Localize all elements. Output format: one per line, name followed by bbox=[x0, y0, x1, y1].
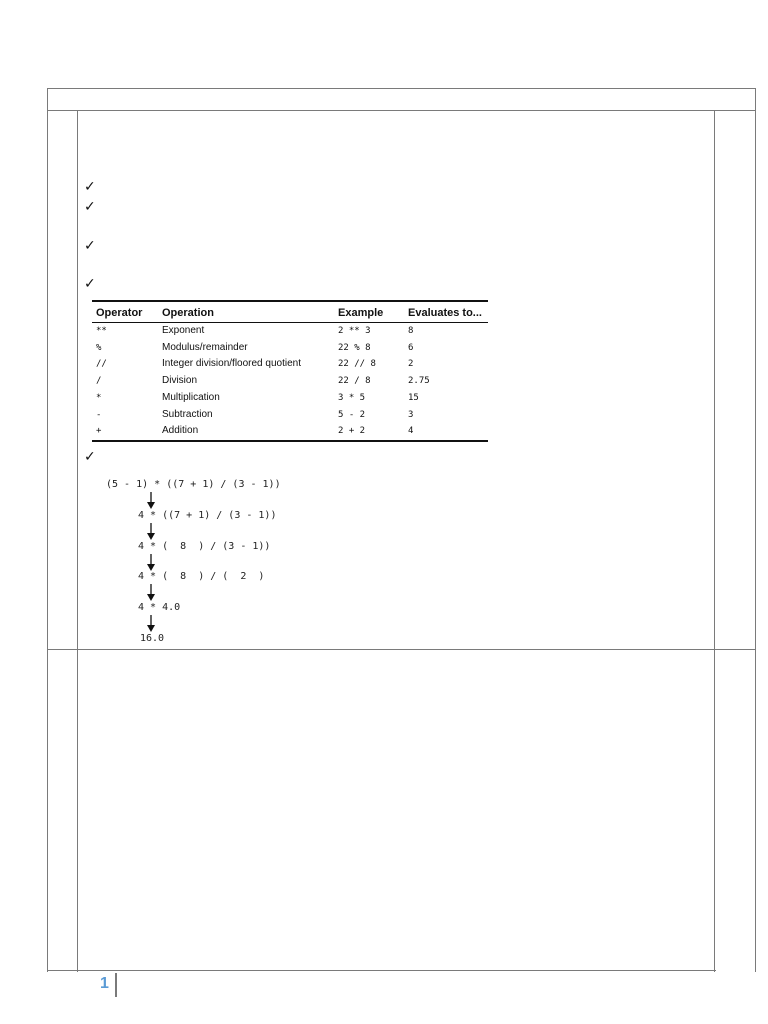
table-row bbox=[92, 373, 488, 390]
example-cell: 2 + 2 bbox=[334, 423, 404, 441]
header-example: Example bbox=[334, 301, 404, 323]
result-cell: 6 bbox=[408, 342, 414, 353]
operator-cell: + bbox=[92, 423, 158, 441]
operation-cell: Modulus/remainder bbox=[162, 341, 248, 353]
table-row bbox=[92, 407, 488, 424]
checkmark-icon: ✓ bbox=[84, 238, 96, 254]
operator-cell: - bbox=[96, 409, 102, 420]
evaluation-step: 4 * ((7 + 1) / (3 - 1)) bbox=[138, 510, 277, 521]
frame-inner-left-border bbox=[77, 110, 78, 972]
result-cell: 3 bbox=[408, 409, 414, 420]
evaluation-step: 4 * ( 8 ) / (3 - 1)) bbox=[138, 541, 271, 552]
frame-inner-right-border bbox=[714, 110, 715, 972]
frame-row-divider bbox=[47, 649, 756, 650]
page-number-divider bbox=[115, 973, 117, 997]
example-cell: 22 / 8 bbox=[338, 376, 371, 387]
down-arrow-icon bbox=[146, 584, 156, 602]
operation-cell: Multiplication bbox=[162, 391, 220, 403]
table-row bbox=[92, 423, 488, 441]
example-cell: 5 - 2 bbox=[338, 409, 366, 420]
operation-cell: Division bbox=[162, 375, 198, 387]
operation-cell: Exponent bbox=[162, 325, 205, 336]
evaluation-step: 4 * 4.0 bbox=[138, 602, 181, 613]
result-cell: 2.75 bbox=[408, 376, 430, 387]
operator-cell: % bbox=[96, 342, 102, 353]
evaluation-step: (5 - 1) * ((7 + 1) / (3 - 1)) bbox=[106, 479, 281, 490]
down-arrow-icon bbox=[146, 554, 156, 572]
operator-cell: / bbox=[96, 376, 102, 387]
result-cell: 8 bbox=[408, 326, 414, 336]
checkmark-icon: ✓ bbox=[84, 179, 96, 195]
example-cell: 22 % 8 bbox=[338, 342, 371, 353]
checkmark-icon: ✓ bbox=[84, 199, 96, 215]
operation-cell: Integer division/floored quotient bbox=[162, 358, 301, 370]
result-cell: 15 bbox=[408, 392, 419, 403]
result-cell: 4 bbox=[404, 423, 488, 441]
table-row bbox=[92, 356, 488, 373]
frame-left-border bbox=[47, 88, 48, 972]
operator-table bbox=[92, 300, 488, 442]
operator-cell: // bbox=[96, 359, 107, 370]
operation-cell: Addition bbox=[158, 423, 334, 441]
evaluation-result: 16.0 bbox=[140, 633, 165, 644]
table-row bbox=[92, 340, 488, 357]
header-evaluates-to: Evaluates to... bbox=[404, 301, 488, 323]
frame-right-border bbox=[755, 88, 756, 972]
frame-bottom-border bbox=[47, 970, 716, 971]
page-number: 1 bbox=[100, 975, 109, 992]
table-row bbox=[92, 323, 488, 340]
checkmark-icon: ✓ bbox=[84, 449, 96, 465]
header-operator: Operator bbox=[92, 301, 158, 323]
example-cell: 3 * 5 bbox=[338, 392, 366, 403]
frame-header-divider bbox=[47, 110, 756, 111]
operator-cell: * bbox=[96, 392, 102, 403]
table-header-row bbox=[92, 301, 488, 323]
operation-cell: Subtraction bbox=[162, 408, 213, 420]
example-cell: 2 ** 3 bbox=[338, 326, 371, 336]
down-arrow-icon bbox=[146, 615, 156, 633]
checkmark-icon: ✓ bbox=[84, 276, 96, 292]
evaluation-step: 4 * ( 8 ) / ( 2 ) bbox=[138, 571, 265, 582]
example-cell: 22 // 8 bbox=[338, 359, 376, 370]
result-cell: 2 bbox=[408, 359, 414, 370]
table-row bbox=[92, 390, 488, 407]
operator-cell: ** bbox=[96, 326, 107, 336]
down-arrow-icon bbox=[146, 492, 156, 510]
frame-top-border bbox=[47, 88, 756, 89]
header-operation: Operation bbox=[158, 301, 334, 323]
down-arrow-icon bbox=[146, 523, 156, 541]
